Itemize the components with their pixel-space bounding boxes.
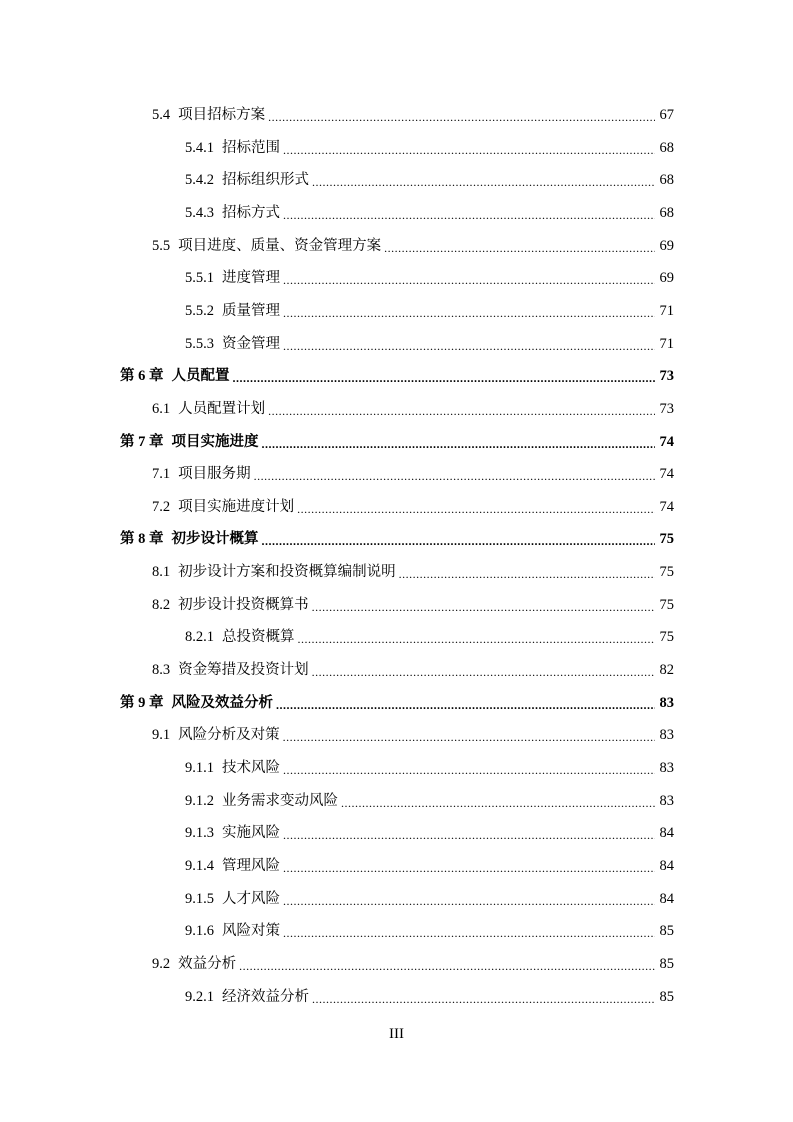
toc-entry-number: 9.1.3 (185, 825, 214, 842)
toc-entry-number: 9.1.5 (185, 890, 214, 907)
toc-entry[interactable] (120, 687, 674, 719)
toc-entry-page: 75 (659, 596, 674, 613)
toc-entry-title: 效益分析 (178, 955, 237, 972)
toc-entry-title: 风险对策 (222, 923, 280, 940)
toc-leader-dots (312, 166, 655, 198)
page-number: III (389, 1026, 404, 1042)
toc-entry-title: 项目服务期 (178, 466, 251, 483)
toc-entry-page: 74 (659, 466, 674, 483)
toc-entry-page: 67 (659, 107, 674, 123)
toc-leader-dots (312, 591, 655, 623)
toc-entry-page: 83 (659, 760, 674, 776)
toc-entry[interactable] (120, 523, 674, 555)
toc-entry[interactable] (185, 850, 674, 882)
toc-entry-title: 项目进度、质量、资金管理方案 (178, 237, 382, 254)
toc-entry-number: 7.1 (152, 466, 171, 483)
toc-entry[interactable] (185, 164, 674, 196)
toc-entry-number: 9.1.6 (185, 923, 214, 940)
toc-entry-number: 9.2 (152, 955, 171, 972)
toc-entry-page: 73 (659, 368, 674, 385)
toc-entry-number: 6.1 (152, 400, 171, 417)
toc-entry-page: 75 (659, 629, 674, 646)
toc-entry[interactable] (185, 328, 674, 360)
toc-entry-number: 9.1.2 (185, 792, 214, 809)
toc-entry-page: 82 (659, 662, 674, 679)
toc-entry-title: 招标范围 (222, 139, 280, 156)
toc-entry-title: 人员配置 (171, 368, 230, 385)
toc-entry-page: 69 (659, 237, 674, 254)
toc-entry-page: 71 (659, 302, 674, 319)
toc-entry-title: 项目实施进度计划 (178, 498, 295, 515)
toc-leader-dots (283, 330, 655, 362)
toc-leader-dots (312, 656, 655, 688)
toc-entry-page: 74 (659, 433, 674, 450)
toc-entry-title: 进度管理 (222, 270, 280, 287)
toc-entry-page: 68 (659, 139, 674, 156)
toc-entry[interactable] (152, 654, 674, 686)
toc-entry-page: 68 (659, 172, 674, 189)
toc-entry-page: 74 (659, 498, 674, 515)
toc-entry-number: 5.5 (152, 237, 171, 254)
toc-entry-page: 71 (659, 335, 674, 352)
toc-entry-page: 85 (659, 955, 674, 972)
toc-entry[interactable] (120, 426, 674, 458)
toc-entry-page: 75 (659, 531, 674, 548)
toc-entry-number: 8.1 (152, 564, 171, 581)
toc-entry-number: 7.2 (152, 498, 171, 515)
toc-entry[interactable] (185, 752, 674, 784)
toc-entry-page: 83 (659, 727, 674, 744)
toc-entry[interactable] (152, 719, 674, 751)
toc-entry-title: 初步设计方案和投资概算编制说明 (178, 564, 396, 581)
toc-entry-number: 9.1.1 (185, 760, 214, 776)
toc-entry[interactable] (185, 883, 674, 915)
toc-entry-number: 9.1.4 (185, 857, 214, 874)
toc-entry-number: 第 8 章 (120, 531, 164, 548)
toc-entry-title: 经济效益分析 (222, 988, 309, 1005)
toc-entry-title: 实施风险 (222, 825, 280, 842)
toc-entry-page: 83 (659, 694, 674, 711)
toc-entry[interactable] (185, 132, 674, 164)
toc-leader-dots (268, 395, 655, 427)
toc-entry-page: 83 (659, 792, 674, 809)
toc-leader-dots (262, 525, 656, 557)
toc-entry-number: 9.1 (152, 727, 171, 744)
toc-entry[interactable] (185, 262, 674, 294)
toc-entry-page: 84 (659, 857, 674, 874)
toc-entry-number: 8.2 (152, 596, 171, 613)
toc-entry-title: 招标组织形式 (222, 172, 309, 189)
toc-entry[interactable] (152, 458, 674, 490)
toc-entry[interactable] (152, 99, 674, 131)
toc-entry[interactable] (185, 981, 674, 1013)
toc-entry[interactable] (185, 817, 674, 849)
toc-entry-number: 第 7 章 (120, 433, 164, 450)
toc-entry-title: 技术风险 (222, 760, 280, 776)
toc-leader-dots (341, 787, 655, 819)
toc-entry-page: 75 (659, 564, 674, 581)
toc-entry[interactable] (152, 491, 674, 523)
toc-entry-title: 项目招标方案 (178, 107, 266, 123)
toc-entry[interactable] (152, 589, 674, 621)
toc-leader-dots (283, 917, 655, 949)
toc-leader-dots (297, 493, 655, 525)
toc-entry-number: 5.4 (152, 107, 171, 123)
toc-entry-number: 8.2.1 (185, 629, 214, 646)
toc-leader-dots (283, 134, 655, 166)
toc-leader-dots (283, 297, 655, 329)
toc-entry-page: 85 (659, 923, 674, 940)
toc-entry-page: 73 (659, 400, 674, 417)
toc-entry-title: 人才风险 (222, 890, 280, 907)
toc-entry-number: 5.4.1 (185, 139, 214, 156)
toc-leader-dots (283, 852, 655, 884)
toc-entry[interactable] (185, 295, 674, 327)
toc-entry[interactable] (152, 948, 674, 980)
toc-entry-title: 招标方式 (222, 204, 280, 221)
toc-entry-title: 风险及效益分析 (171, 694, 273, 711)
toc-entry-title: 项目实施进度 (171, 433, 259, 450)
toc-entry-title: 总投资概算 (222, 629, 295, 646)
toc-entry-number: 5.4.3 (185, 204, 214, 221)
toc-entry-title: 资金管理 (222, 335, 280, 352)
toc-entry[interactable] (152, 556, 674, 588)
toc-entry[interactable] (120, 360, 674, 392)
toc-entry-page: 84 (659, 825, 674, 842)
toc-entry-title: 业务需求变动风险 (222, 792, 338, 809)
toc-leader-dots (276, 689, 655, 721)
toc-entry-title: 初步设计投资概算书 (178, 596, 309, 613)
toc-leader-dots (298, 623, 656, 655)
toc-leader-dots (384, 232, 655, 264)
toc-entry[interactable] (185, 785, 674, 817)
toc-leader-dots (283, 885, 655, 917)
toc-leader-dots (312, 983, 655, 1015)
toc-entry-page: 69 (659, 270, 674, 287)
toc-entry-title: 人员配置计划 (178, 400, 266, 417)
toc-entry-page: 68 (659, 204, 674, 221)
toc-leader-dots (233, 362, 656, 394)
toc-leader-dots (283, 754, 655, 786)
toc-entry-number: 第 6 章 (120, 368, 164, 385)
toc-entry-title: 资金筹措及投资计划 (178, 662, 309, 679)
toc-leader-dots (399, 558, 655, 590)
toc-entry[interactable] (152, 393, 674, 425)
toc-leader-dots (239, 950, 655, 982)
toc-entry[interactable] (152, 230, 674, 262)
toc-entry-number: 8.3 (152, 662, 171, 679)
toc-entry-number: 5.4.2 (185, 172, 214, 189)
toc-leader-dots (283, 721, 655, 753)
toc-entry-page: 85 (659, 988, 674, 1005)
toc-entry-number: 5.5.3 (185, 335, 214, 352)
toc-entry-number: 5.5.1 (185, 270, 214, 287)
toc-entry[interactable] (185, 915, 674, 947)
toc-entry-title: 管理风险 (222, 857, 280, 874)
toc-entry-title: 初步设计概算 (171, 531, 259, 548)
toc-leader-dots (268, 101, 655, 133)
toc-leader-dots (283, 264, 655, 296)
toc-leader-dots (283, 819, 655, 851)
toc-leader-dots (254, 460, 655, 492)
toc-leader-dots (283, 199, 655, 231)
toc-entry-title: 质量管理 (222, 302, 280, 319)
toc-entry-number: 5.5.2 (185, 302, 214, 319)
toc-leader-dots (262, 428, 656, 460)
toc-entry[interactable] (185, 197, 674, 229)
toc-entry-page: 84 (659, 890, 674, 907)
toc-entry-number: 第 9 章 (120, 694, 164, 711)
toc-entry[interactable] (185, 621, 674, 653)
toc-entry-title: 风险分析及对策 (178, 727, 280, 744)
toc-entry-number: 9.2.1 (185, 988, 214, 1005)
